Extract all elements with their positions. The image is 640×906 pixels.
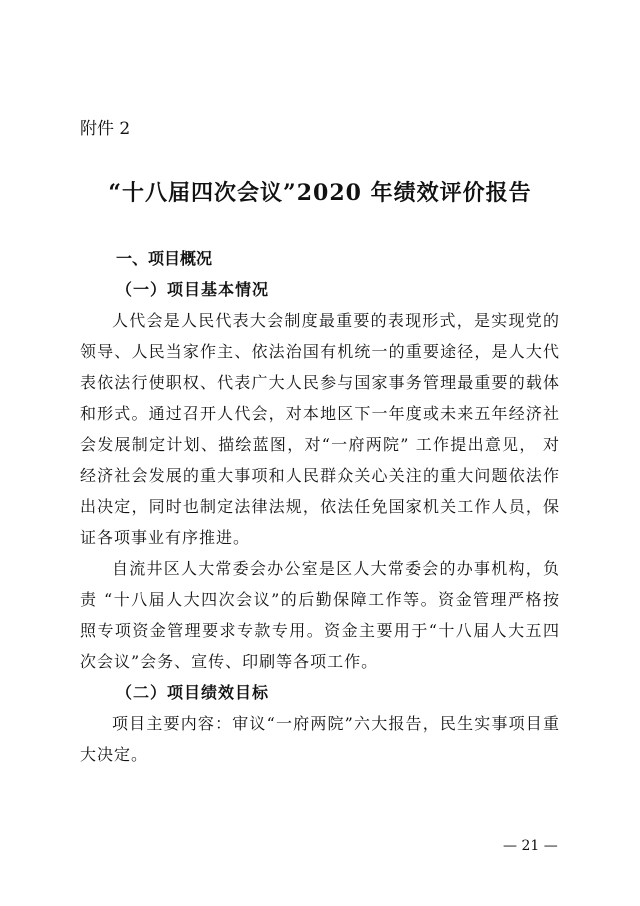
attachment-label: 附件 2 [80, 119, 131, 139]
document-body [80, 243, 560, 770]
document-title: “十八届四次会议”2020 年绩效评价报告 [108, 180, 532, 206]
paragraph-project-content: 项目主要内容：审议“一府两院”六大报告，民生实事项目重大决定。 [80, 714, 560, 764]
subsection-heading-goals: （二）项目绩效目标 [116, 683, 270, 702]
subsection-heading-basic-info: （一）项目基本情况 [116, 280, 270, 299]
section-heading-overview: 一、项目概况 [116, 249, 213, 268]
page-number: — 21 — [503, 838, 558, 854]
paragraph-office-responsibility: 自流井区人大常委会办公室是区人大常委会的办事机构，负责 “十八届人大四次会议”的后勤保障工作等。资金管理严格按照专项资金管理要求专款专用。资金主要用于“十八届人大五四次会议”会务、宣传、印刷等各项工作。 [80, 559, 560, 671]
paragraph-npc-description: 人代会是人民代表大会制度最重要的表现形式，是实现党的领导、人民当家作主、依法治国有机统一的重要途径，是人大代表依法行使职权、代表广大人民参与国家事务管理最重要的载体和形式。通过召开人代会，对本地区下一年度或未来五年经济社会发展制定计划、描绘蓝图，对“一府两院” 工作提出意见， 对经济社会发展的重大事项和人民群众关心关注的重大问题依法作出决定，同时也制定法律法规，依法任免国家机关工作人员，保证各项事业有序推进。 [80, 311, 560, 547]
